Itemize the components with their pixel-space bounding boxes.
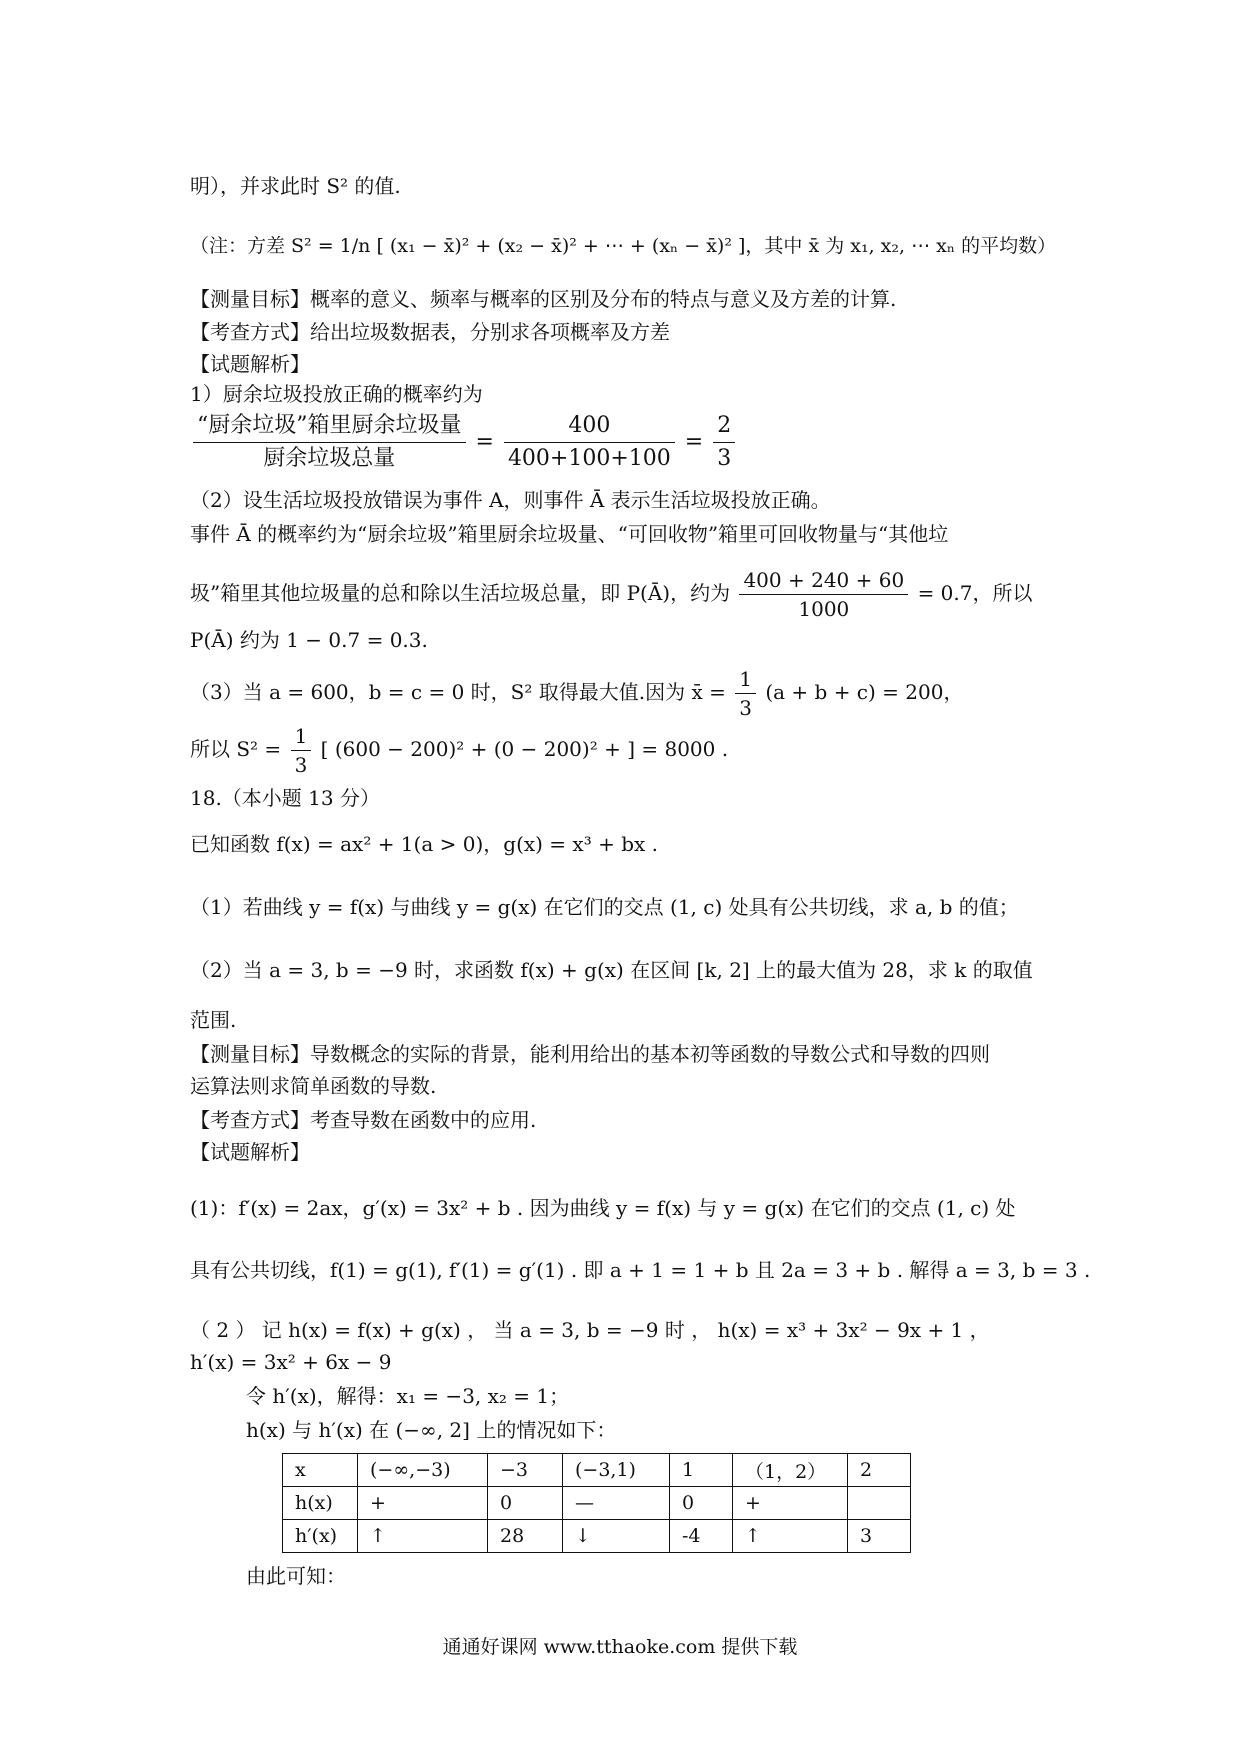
text-line: (1)：f′(x) = 2ax，g′(x) = 3x² + b . 因为曲线 y = f(x) 与 y = g(x) 在它们的交点 (1, c) 处: [190, 1196, 1016, 1220]
table-cell: 0: [488, 1487, 563, 1520]
text-segment: 圾”箱里其他垃圾量的总和除以生活垃圾总量，即 P(Ā)，约为: [190, 581, 731, 605]
numerator: 1: [291, 722, 312, 751]
table-cell: +: [733, 1487, 848, 1520]
table-row: [283, 1454, 911, 1487]
numerator: 400 + 240 + 60: [739, 566, 908, 595]
text-line: h(x) 与 h′(x) 在 (−∞, 2] 上的情况如下：: [246, 1418, 617, 1442]
table-cell: +: [358, 1487, 488, 1520]
text-segment: = 0.7，所以: [917, 581, 1033, 605]
fraction: [739, 566, 908, 623]
table-cell: （1，2）: [733, 1454, 848, 1487]
table-cell: (−∞,−3): [358, 1454, 488, 1487]
text-line: [190, 722, 728, 779]
table-cell: [848, 1487, 911, 1520]
table-cell: −3: [488, 1454, 563, 1487]
text-line: （1）若曲线 y = f(x) 与曲线 y = g(x) 在它们的交点 (1, c) 处具有公共切线，求 a, b 的值；: [190, 895, 1019, 919]
table-cell: —: [563, 1487, 670, 1520]
numerator: “厨余垃圾”箱里厨余垃圾量: [193, 410, 466, 443]
table-cell: -4: [670, 1520, 733, 1553]
table-cell: 1: [670, 1454, 733, 1487]
text-line: （2）当 a = 3, b = −9 时，求函数 f(x) + g(x) 在区间 [k, 2] 上的最大值为 28，求 k 的取值: [190, 958, 1033, 982]
fraction: [713, 410, 735, 475]
text-line: 事件 Ā 的概率约为“厨余垃圾”箱里厨余垃圾量、“可回收物”箱里可回收物量与“其他垃: [190, 522, 949, 546]
text-line: 运算法则求简单函数的导数.: [190, 1074, 437, 1098]
table-cell: (−3,1): [563, 1454, 670, 1487]
exam-method: 【考查方式】考查导数在函数中的应用.: [190, 1108, 537, 1132]
variance-note: （注：方差 S² = 1/n [ (x₁ − x̄)² + (x₂ − x̄)² + ⋯ + (xₙ − x̄)² ]，其中 x̄ 为 x₁, x₂, ⋯ xₙ 的平均数）: [190, 235, 1057, 257]
table-cell: 3: [848, 1520, 911, 1553]
denominator: 1000: [798, 597, 850, 621]
text-line: h′(x) = 3x² + 6x − 9: [190, 1350, 392, 1374]
table-row: [283, 1520, 911, 1553]
table-cell: ↑: [733, 1520, 848, 1553]
text-line: P(Ā) 约为 1 − 0.7 = 0.3.: [190, 628, 428, 652]
measure-goal: 【测量目标】导数概念的实际的背景，能利用给出的基本初等函数的导数公式和导数的四则: [190, 1042, 990, 1066]
table-cell: ↑: [358, 1520, 488, 1553]
text-line: 具有公共切线，f(1) = g(1), f′(1) = g′(1) . 即 a + 1 = 1 + b 且 2a = 3 + b . 解得 a = 3, b = 3 .: [190, 1258, 1091, 1282]
text-line: 已知函数 f(x) = ax² + 1(a > 0)，g(x) = x³ + bx .: [190, 832, 658, 856]
text-line: 明），并求此时 S² 的值.: [190, 174, 401, 198]
numerator: 400: [504, 410, 675, 443]
text-segment: (a + b + c) = 200，: [765, 680, 964, 704]
fraction: [291, 722, 312, 779]
text-line: 范围.: [190, 1008, 237, 1032]
table-cell: 28: [488, 1520, 563, 1553]
exam-method: 【考查方式】给出垃圾数据表，分别求各项概率及方差: [190, 320, 670, 344]
probability-fraction: [190, 410, 738, 475]
table-cell: h′(x): [283, 1520, 358, 1553]
table-row: [283, 1487, 911, 1520]
denominator: 厨余垃圾总量: [263, 446, 396, 471]
numerator: 1: [735, 665, 756, 694]
denominator: 400+100+100: [507, 446, 671, 471]
table-cell: h(x): [283, 1487, 358, 1520]
analysis-heading: 【试题解析】: [190, 352, 310, 376]
text-line: [190, 566, 1032, 623]
analysis-heading: 【试题解析】: [190, 1140, 310, 1164]
text-line: [190, 665, 963, 722]
denominator: 3: [717, 446, 732, 471]
table-cell: 2: [848, 1454, 911, 1487]
equals-sign: =: [475, 429, 494, 455]
denominator: 3: [739, 696, 752, 720]
table-cell: 0: [670, 1487, 733, 1520]
text-line: （2）设生活垃圾投放错误为事件 A，则事件 Ā 表示生活垃圾投放正确。: [190, 488, 831, 512]
text-segment: （3）当 a = 600，b = c = 0 时，S² 取得最大值.因为 x̄ =: [190, 680, 726, 704]
text-line: （ 2 ） 记 h(x) = f(x) + g(x) ， 当 a = 3, b = −9 时 ， h(x) = x³ + 3x² − 9x + 1 ，: [190, 1318, 990, 1342]
text-line: 由此可知：: [246, 1564, 346, 1588]
table-cell: ↓: [563, 1520, 670, 1553]
text-segment: 所以 S² =: [190, 737, 282, 761]
measure-goal: 【测量目标】概率的意义、频率与概率的区别及分布的特点与意义及方差的计算.: [190, 287, 897, 311]
denominator: 3: [294, 753, 308, 777]
text-line: 令 h′(x)，解得：x₁ = −3, x₂ = 1；: [246, 1384, 570, 1408]
fraction: [504, 410, 675, 475]
fraction: [193, 410, 466, 475]
sign-table: [282, 1453, 911, 1553]
text-segment: [ (600 − 200)² + (0 − 200)² + ] = 8000 .: [320, 737, 729, 761]
numerator: 2: [713, 410, 735, 443]
equals-sign: =: [684, 429, 704, 455]
table-cell: x: [283, 1454, 358, 1487]
fraction: [735, 665, 756, 722]
question-heading: 18.（本小题 13 分）: [190, 786, 380, 810]
text-line: 1）厨余垃圾投放正确的概率约为: [190, 382, 483, 406]
page-footer: 通通好课网 www.tthaoke.com 提供下载: [442, 1636, 798, 1658]
